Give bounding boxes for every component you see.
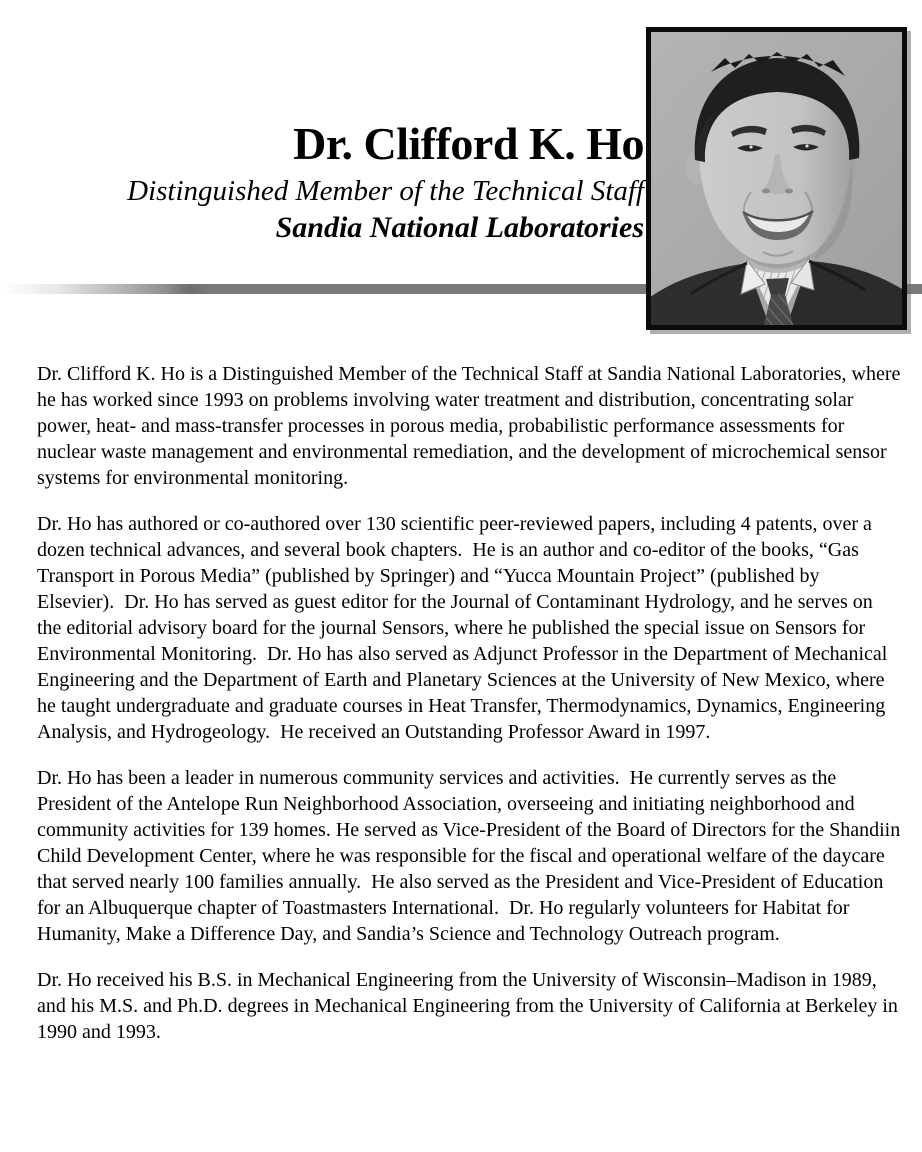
person-name: Dr. Clifford K. Ho bbox=[293, 118, 644, 169]
bio-paragraph-education: Dr. Ho received his B.S. in Mechanical Engineering from the University of Wisconsin–Madison in 1989, and his M.S. and Ph.D. degrees in Mechanical Engineering from the University of California at Berkeley in 1990 and 1993. bbox=[37, 969, 903, 1043]
bio-section bbox=[37, 361, 906, 1045]
bio-paragraph-community: Dr. Ho has been a leader in numerous community services and activities. He currently serves as the President of the Antelope Run Neighborhood Association, overseeing and initiating neighborhood and community activities for 139 homes. He served as Vice-President of the Board of Directors for the Shandiin Child Development Center, where he was responsible for the fiscal and operational welfare of the daycare that served nearly 100 families annually. He also served as the President and Vice-President of Education for an Albuquerque chapter of Toastmasters International. Dr. Ho regularly volunteers for Habitat for Humanity, Make a Difference Day, and Sandia’s Science and Technology Outreach program. bbox=[37, 767, 906, 945]
bio-paragraph-publications: Dr. Ho has authored or co-authored over 130 scientific peer-reviewed papers, including 4 patents, over a dozen technical advances, and several book chapters. He is an author and co-editor of the books, “Gas Transport in Porous Media” (published by Springer) and “Yucca Mountain Project” (published by Elsevier). Dr. Ho has served as guest editor for the Journal of Contaminant Hydrology, and he serves on the editorial advisory board for the journal Sensors, where he published the special issue on Sensors for Environmental Monitoring. Dr. Ho has also served as Adjunct Professor in the Department of Mechanical Engineering and the Department of Earth and Planetary Sciences at the University of New Mexico, where he taught undergraduate and graduate courses in Heat Transfer, Thermodynamics, Dynamics, Engineering Analysis, and Hydrogeology. He received an Outstanding Professor Award in 1997. bbox=[37, 513, 893, 743]
bio-paragraph-career: Dr. Clifford K. Ho is a Distinguished Member of the Technical Staff at Sandia National Laboratories, where he has worked since 1993 on problems involving water treatment and distribution, concentrating solar power, heat- and mass-transfer processes in porous media, probabilistic performance assessments for nuclear waste management and environmental remediation, and the development of microchemical sensor systems for environmental monitoring. bbox=[37, 363, 906, 489]
portrait-illustration bbox=[651, 32, 902, 325]
person-title: Distinguished Member of the Technical Staff bbox=[127, 175, 644, 207]
person-organization: Sandia National Laboratories bbox=[275, 211, 644, 244]
portrait-photo bbox=[646, 27, 907, 330]
header-block bbox=[0, 118, 644, 246]
